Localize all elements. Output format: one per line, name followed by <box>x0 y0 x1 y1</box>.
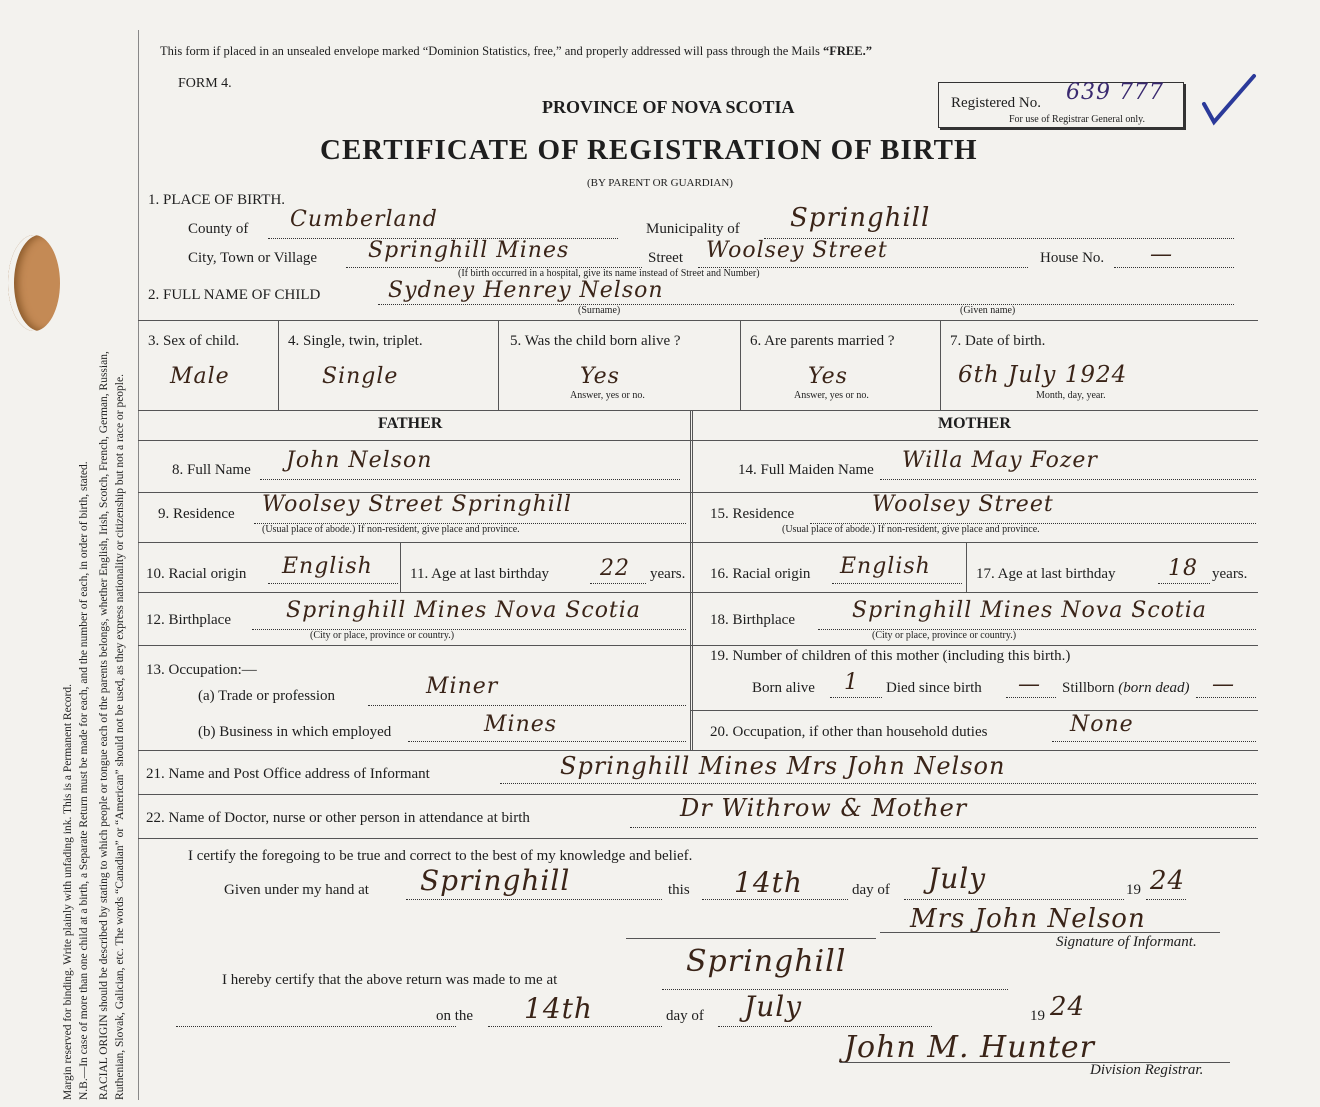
registrar-signature: John M. Hunter <box>844 1030 1096 1065</box>
municipality-value: Springhill <box>790 203 931 233</box>
father-header: FATHER <box>378 415 443 432</box>
sex-label: 3. Sex of child. <box>148 333 240 349</box>
house-number-label: House No. <box>1040 250 1105 266</box>
given-day-value: 14th <box>734 866 803 899</box>
hospital-note: (If birth occurred in a hospital, give its name instead of Street and Number) <box>458 268 760 279</box>
certify-statement: I certify the foregoing to be true and correct to the best of my knowledge and belief. <box>188 848 693 864</box>
informant-value: Springhill Mines Mrs John Nelson <box>560 752 1006 780</box>
given-under-label: Given under my hand at <box>224 882 369 898</box>
division-registrar-label: Division Registrar. <box>1090 1062 1204 1078</box>
place-of-birth-label: 1. PLACE OF BIRTH. <box>148 192 286 208</box>
mother-race-label: 16. Racial origin <box>710 566 811 582</box>
margin-binding-note: Margin reserved for binding. Write plainly with unfading ink. This is a Permanent Record. <box>62 683 74 1100</box>
given-month-value: July <box>928 862 987 895</box>
city-value: Springhill Mines <box>368 238 570 263</box>
given-year-prefix: 19 <box>1126 882 1141 898</box>
parents-married-label: 6. Are parents married ? <box>750 333 895 349</box>
mother-age-value: 18 <box>1168 556 1198 581</box>
province-heading: PROVINCE OF NOVA SCOTIA <box>542 97 795 117</box>
father-age-years: years. <box>650 566 686 582</box>
stillborn-label: Stillborn (born dead) <box>1062 680 1190 696</box>
day-of-label: day of <box>852 882 890 898</box>
mother-place-note: (City or place, province or country.) <box>872 630 1017 641</box>
business-label: (b) Business in which employed <box>198 724 392 740</box>
mother-occupation-label: 20. Occupation, if other than household duties <box>710 724 988 740</box>
died-since-birth-value: — <box>1018 672 1041 697</box>
mother-header: MOTHER <box>938 415 1011 432</box>
county-label: County of <box>188 221 249 237</box>
this-label: this <box>668 882 690 898</box>
mother-age-years: years. <box>1212 566 1248 582</box>
father-residence-value: Woolsey Street Springhill <box>262 492 572 517</box>
on-the-label: on the <box>436 1008 474 1024</box>
return-day-of-label: day of <box>666 1008 704 1024</box>
mother-name-value: Willa May Fozer <box>902 448 1098 473</box>
street-value: Woolsey Street <box>706 238 888 263</box>
single-value: Single <box>322 364 399 389</box>
check-mark-icon <box>1200 70 1260 130</box>
mother-name-label: 14. Full Maiden Name <box>738 462 874 478</box>
margin-racial-note-1: RACIAL ORIGIN should be described by stating to which people or tongue each of the parents belongs, whether English, Irish, Scotch, French, German, Russian, <box>98 351 110 1100</box>
father-race-label: 10. Racial origin <box>146 566 247 582</box>
mother-age-label: 17. Age at last birthday <box>976 566 1116 582</box>
mother-birthplace-value: Springhill Mines Nova Scotia <box>852 598 1207 623</box>
mother-birthplace-label: 18. Birthplace <box>710 612 795 628</box>
county-value: Cumberland <box>290 207 438 232</box>
registered-label: Registered No. <box>951 95 1041 111</box>
given-name-note: (Given name) <box>960 305 1016 316</box>
house-number-value: — <box>1150 242 1173 267</box>
mother-residence-label: 15. Residence <box>710 506 795 522</box>
father-age-label: 11. Age at last birthday <box>410 566 549 582</box>
registered-number: 639 777 <box>1066 80 1164 105</box>
city-label: City, Town or Village <box>188 250 318 266</box>
municipality-label: Municipality of <box>646 221 740 237</box>
margin-racial-note-2: Ruthenian, Slovak, Galician, etc. The words “Canadian” or “American” should not be used, as they express nationality or citizenship but not a race or people. <box>114 374 126 1100</box>
father-residence-label: 9. Residence <box>158 506 235 522</box>
father-abode-note: (Usual place of abode.) If non-resident, give place and province. <box>262 524 520 535</box>
father-birthplace-label: 12. Birthplace <box>146 612 231 628</box>
father-name-value: John Nelson <box>286 448 433 473</box>
form-number: FORM 4. <box>178 76 232 91</box>
father-birthplace-value: Springhill Mines Nova Scotia <box>286 598 641 623</box>
single-label: 4. Single, twin, triplet. <box>288 333 423 349</box>
page-title: CERTIFICATE OF REGISTRATION OF BIRTH <box>320 134 978 166</box>
return-place-value: Springhill <box>686 944 847 979</box>
born-alive-count-label: Born alive <box>752 680 815 696</box>
father-occupation-label: 13. Occupation:— <box>146 662 257 678</box>
child-name-value: Sydney Henrey Nelson <box>388 278 664 303</box>
mother-abode-note: (Usual place of abode.) If non-resident, give place and province. <box>782 524 1040 535</box>
born-alive-label: 5. Was the child born alive ? <box>510 333 681 349</box>
mother-occupation-value: None <box>1070 712 1134 737</box>
dob-note: Month, day, year. <box>1036 390 1106 401</box>
mother-residence-value: Woolsey Street <box>872 492 1054 517</box>
return-statement: I hereby certify that the above return was made to me at <box>222 972 558 988</box>
father-name-label: 8. Full Name <box>172 462 251 478</box>
postage-notice: This form if placed in an unsealed envelope marked “Dominion Statistics, free,” and properly addressed will pass through the Mails “FREE.” <box>160 44 872 58</box>
father-place-note: (City or place, province or country.) <box>310 630 455 641</box>
given-year-value: 24 <box>1150 866 1186 896</box>
dob-value: 6th July 1924 <box>958 362 1128 388</box>
mother-race-value: English <box>840 554 931 579</box>
died-since-birth-label: Died since birth <box>886 680 982 696</box>
doctor-label: 22. Name of Doctor, nurse or other person in attendance at birth <box>146 810 530 826</box>
children-count-label: 19. Number of children of this mother (including this birth.) <box>710 648 1071 664</box>
return-year-prefix: 19 <box>1030 1008 1045 1024</box>
dob-label: 7. Date of birth. <box>950 333 1046 349</box>
informant-label: 21. Name and Post Office address of Informant <box>146 766 430 782</box>
registrar-note: For use of Registrar General only. <box>1009 114 1145 125</box>
punch-hole <box>8 235 60 331</box>
born-alive-count-value: 1 <box>844 670 859 695</box>
born-alive-value: Yes <box>580 364 620 389</box>
doctor-value: Dr Withrow & Mother <box>680 794 968 822</box>
business-value: Mines <box>484 712 558 737</box>
return-year-value: 24 <box>1050 992 1086 1022</box>
margin-nb-note: N.B.—In case of more than one child at a birth, a Separate Return must be made for each, and the number of each, in order of birth, stated. <box>78 461 90 1100</box>
return-month-value: July <box>744 990 803 1023</box>
sex-value: Male <box>170 364 230 389</box>
surname-note: (Surname) <box>578 305 621 316</box>
return-day-value: 14th <box>524 992 593 1025</box>
trade-value: Miner <box>426 674 499 699</box>
child-name-label: 2. FULL NAME OF CHILD <box>148 287 321 303</box>
street-label: Street <box>648 250 683 266</box>
father-race-value: English <box>282 554 373 579</box>
informant-signature: Mrs John Nelson <box>910 904 1146 934</box>
parents-married-value: Yes <box>808 364 848 389</box>
parents-married-note: Answer, yes or no. <box>794 390 869 401</box>
born-alive-note: Answer, yes or no. <box>570 390 645 401</box>
father-age-value: 22 <box>600 556 630 581</box>
page-subtitle: (BY PARENT OR GUARDIAN) <box>587 177 733 189</box>
stillborn-value: — <box>1212 672 1235 697</box>
given-place-value: Springhill <box>420 864 571 897</box>
trade-label: (a) Trade or profession <box>198 688 336 704</box>
informant-signature-label: Signature of Informant. <box>1056 934 1197 950</box>
